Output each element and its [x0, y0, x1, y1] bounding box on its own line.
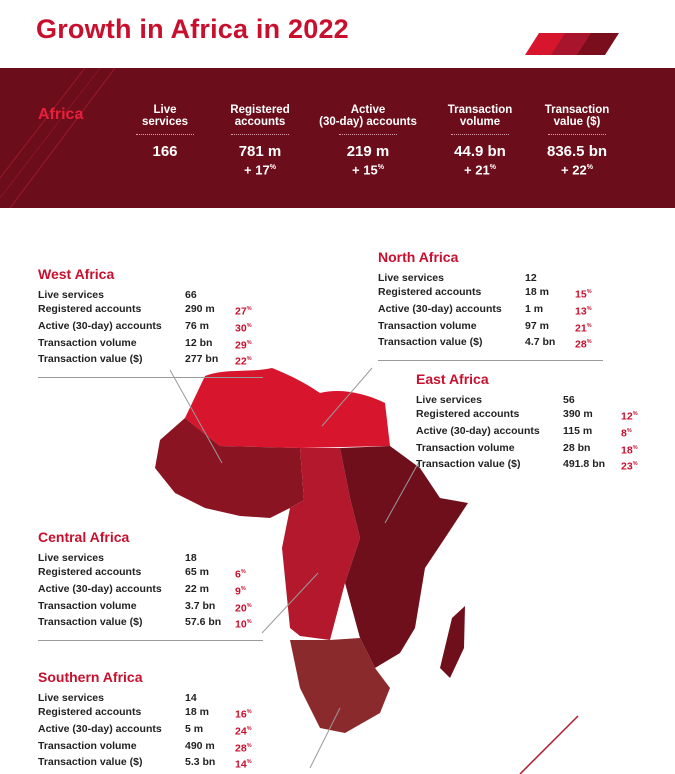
region-row: Transaction volume 28 bn 18% — [416, 441, 638, 457]
stat-growth: + 15% — [352, 162, 384, 178]
region-row: Transaction value ($) 491.8 bn 23% — [416, 458, 638, 473]
region-row: Transaction value ($) 277 bn 22% — [38, 353, 252, 368]
region-row: Active (30-day) accounts 5 m 24% — [38, 722, 252, 738]
region-row: Live services 56 — [416, 394, 575, 406]
stat-registered-accounts: Registered accounts 781 m + 17% — [215, 104, 305, 177]
region-row: Transaction volume 97 m 21% — [378, 319, 592, 335]
region-row: Registered accounts 290 m 27% — [38, 303, 252, 318]
region-row: Transaction value ($) 5.3 bn 14% — [38, 756, 252, 771]
decorative-stripes — [525, 33, 625, 55]
stat-value: 836.5 bn — [546, 143, 608, 160]
region-title: Central Africa — [38, 529, 130, 545]
region-row: Transaction volume 490 m 28% — [38, 739, 252, 755]
region-row: Transaction volume 3.7 bn 20% — [38, 599, 252, 615]
region-title: Southern Africa — [38, 669, 143, 685]
region-row: Registered accounts 390 m 12% — [416, 408, 638, 423]
stat-value: 219 m — [346, 143, 390, 160]
region-title: West Africa — [38, 266, 115, 282]
summary-region-label: Africa — [38, 106, 84, 123]
region-row: Transaction volume 12 bn 29% — [38, 336, 252, 352]
stat-value: 781 m — [238, 143, 282, 160]
map-region-north — [185, 368, 390, 448]
region-row: Active (30-day) accounts 22 m 9% — [38, 582, 246, 598]
summary-banner — [0, 68, 675, 208]
region-block-east — [416, 371, 651, 474]
map-madagascar — [440, 606, 465, 678]
region-row: Active (30-day) accounts 1 m 13% — [378, 302, 592, 318]
region-row: Registered accounts 18 m 15% — [378, 286, 592, 301]
region-title: East Africa — [416, 371, 489, 387]
region-row: Active (30-day) accounts 76 m 30% — [38, 319, 252, 335]
region-row: Transaction value ($) 57.6 bn 10% — [38, 616, 252, 631]
region-row: Registered accounts 18 m 16% — [38, 706, 252, 721]
page-title: Growth in Africa in 2022 — [36, 14, 349, 44]
stat-transaction-volume: Transaction volume 44.9 bn + 21% — [435, 104, 525, 177]
region-row: Transaction value ($) 4.7 bn 28% — [378, 336, 592, 351]
region-block-southern — [38, 669, 263, 772]
region-row: Live services 14 — [38, 692, 197, 704]
corner-accent-line — [520, 716, 578, 774]
stat-transaction-value: Transaction value ($) 836.5 bn + 22% — [530, 104, 624, 177]
region-title: North Africa — [378, 249, 459, 265]
stat-growth: + 21% — [464, 162, 496, 178]
region-row: Live services 18 — [38, 552, 197, 564]
region-row: Registered accounts 65 m 6% — [38, 566, 246, 581]
stat-growth: + 22% — [561, 162, 593, 178]
region-row: Active (30-day) accounts 115 m 8% — [416, 424, 632, 440]
region-row: Live services 66 — [38, 289, 197, 301]
stat-value: 166 — [152, 143, 178, 160]
region-block-central — [38, 529, 263, 641]
stat-value: 44.9 bn — [454, 143, 506, 160]
stat-active-accounts: Active (30-day) accounts 219 m + 15% — [308, 104, 428, 177]
stat-live-services: Live services 166 — [125, 104, 205, 161]
stat-growth: + 17% — [244, 162, 276, 178]
region-block-north — [378, 249, 603, 361]
region-block-west — [38, 266, 263, 378]
region-row: Live services 12 — [378, 272, 537, 284]
